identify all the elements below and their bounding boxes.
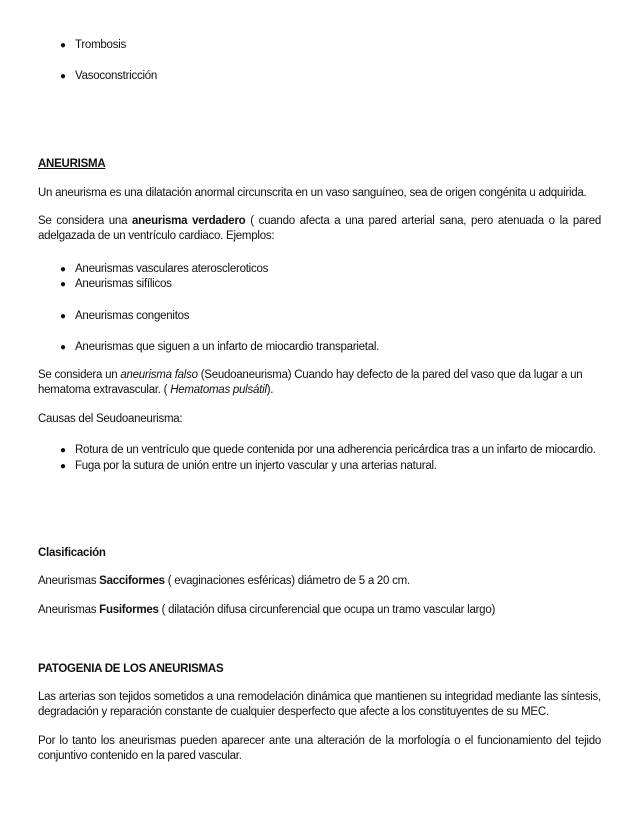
- section-heading-patogenia: PATOGENIA DE LOS ANEURISMAS: [38, 663, 224, 675]
- italic-term: Hematomas pulsátil: [170, 384, 267, 396]
- text-run: ( evaginaciones esféricas) diámetro de 5 a 20 cm.: [164, 575, 410, 587]
- text-run: Se considera un: [38, 369, 121, 381]
- bullet-icon: ●: [60, 461, 66, 472]
- text-run: ( cuando afecta a una pared arterial sana, pero atenuada o la pared adelgazada de un ventrículo cardiaco. Ejemplos:: [38, 215, 601, 242]
- bullet-icon: ●: [60, 445, 66, 456]
- bold-term: aneurisma verdadero: [132, 215, 246, 227]
- bullet-icon: ●: [60, 342, 66, 353]
- example-text: Aneurismas sifílicos: [75, 278, 172, 290]
- text-run: Aneurismas: [38, 575, 100, 587]
- bullet-icon: ●: [60, 264, 66, 275]
- example-text: Aneurismas que siguen a un infarto de miocardio transparietal.: [75, 341, 380, 353]
- paragraph-true-aneurysm: [38, 214, 601, 244]
- paragraph-patogenia-1: Las arterias son tejidos sometidos a una remodelación dinámica que mantienen su integridad mediante las síntesis, degradación y reparación constante de cualquier desperfecto que afecte a los constituyentes de su MEC.: [38, 691, 601, 718]
- bullet-icon: ●: [60, 311, 66, 322]
- bold-term: Fusiformes: [99, 604, 159, 616]
- text-run: Se considera una: [38, 215, 133, 227]
- example-text: Aneurismas vasculares ateroscleroticos: [75, 263, 269, 275]
- cause-text: Fuga por la sutura de unión entre un injerto vascular y una arterias natural.: [75, 460, 437, 472]
- classification-fusiform: [38, 603, 601, 618]
- example-text: Aneurismas congenitos: [75, 310, 190, 322]
- section-heading-aneurisma: ANEURISMA: [38, 158, 106, 170]
- cause-text: Rotura de un ventrículo que quede contenida por una adherencia pericárdica tras a un infarto de miocardio.: [75, 444, 596, 456]
- bullet-text: Vasoconstricción: [75, 70, 158, 82]
- bullet-icon: ●: [60, 71, 66, 82]
- text-run: ( dilatación difusa circunferencial que ocupa un tramo vascular largo): [158, 604, 496, 616]
- bold-term: Sacciformes: [99, 575, 165, 587]
- bullet-icon: ●: [60, 279, 66, 290]
- causes-label: Causas del Seudoaneurisma:: [38, 413, 183, 425]
- text-run: Aneurismas: [38, 604, 100, 616]
- classification-sacciform: [38, 574, 601, 589]
- paragraph-patogenia-2: Por lo tanto los aneurismas pueden aparecer ante una alteración de la morfología o el funcionamiento del tejido conjuntivo contenido en la pared vascular.: [38, 735, 601, 762]
- text-run: ).: [266, 384, 274, 396]
- bullet-icon: ●: [60, 40, 66, 51]
- paragraph-definition: Un aneurisma es una dilatación anormal circunscrita en un vaso sanguíneo, sea de origen congénita u adquirida.: [38, 187, 587, 199]
- italic-term: aneurisma falso: [120, 369, 198, 381]
- section-heading-clasificacion: Clasificación: [38, 547, 106, 559]
- text-run: (Seudoaneurisma) Cuando hay defecto de la pared del vaso que da lugar a un hematoma extravascular. (: [38, 369, 583, 396]
- paragraph-false-aneurysm: [38, 368, 601, 398]
- bullet-text: Trombosis: [75, 39, 126, 51]
